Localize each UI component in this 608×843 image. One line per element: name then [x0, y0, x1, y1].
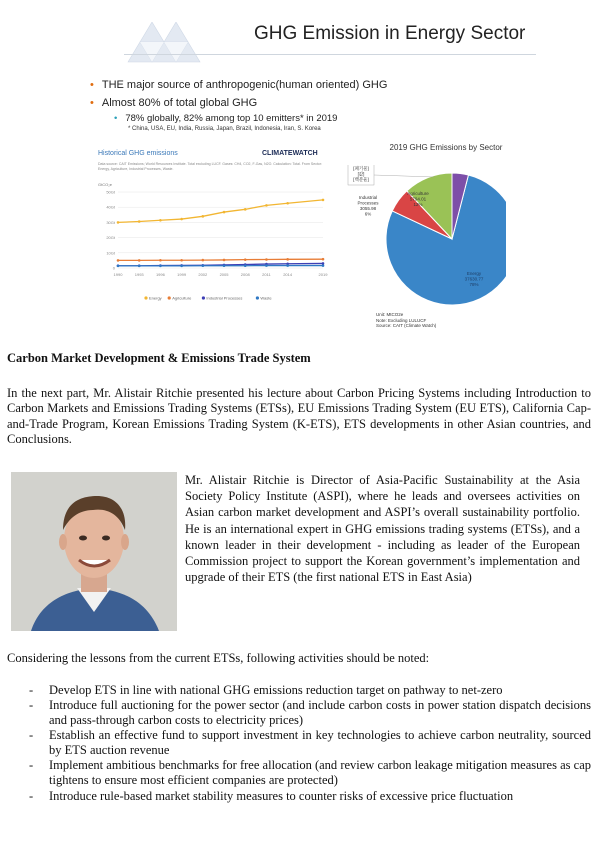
pie-label-energy: 78%: [469, 282, 479, 287]
pie-chart-title: 2019 GHG Emissions by Sector: [389, 143, 503, 152]
pie-chart-notes: [376, 312, 436, 329]
slide-footnote: * China, USA, EU, India, Russia, Japan, Brazil, Indonesia, Iran, S. Korea: [128, 126, 321, 132]
data-point: [180, 265, 183, 268]
pie-label-industrial: Processes: [357, 200, 379, 206]
data-point: [322, 258, 325, 261]
data-point: [159, 259, 162, 262]
data-point: [322, 264, 325, 267]
data-point: [265, 264, 268, 267]
data-point: [322, 199, 325, 202]
legend-marker: [256, 296, 259, 299]
pie-leader-line: [374, 175, 434, 177]
data-point: [138, 220, 141, 223]
historical-chart: [98, 150, 328, 310]
x-tick-label: 1993: [134, 272, 144, 277]
speaker-bio: Mr. Alistair Ritchie is Director of Asia-Pacific Sustainability at the Asia Society Policy Institute (ASPI), where he leads and oversees activities on Asian carbon market development and ASPI’s overall sustainability portfolio. He is an international expert in GHG emissions trading systems (ETSs), and a known leader in their development - including as leader of the European Commission project to support the Korean government’s implementation and upgrade of their ETS (the first national ETS in East Asia): [185, 473, 580, 585]
slide-title: GHG Emission in Energy Sector: [254, 23, 526, 44]
data-point: [286, 264, 289, 267]
slide-bullet: • Almost 80% of total global GHG: [90, 97, 258, 109]
series-line-energy: [118, 200, 323, 222]
lessons-intro: Considering the lessons from the current ETSs, following activities should be noted:: [7, 651, 430, 665]
x-tick-label: 1996: [155, 272, 165, 277]
pie-label-agriculture: 12%: [413, 202, 423, 207]
list-item: - Introduce full auctioning for the power sector (and include carbon costs in power station dispatch decisions and pass-through carbon costs to electricity prices): [29, 698, 591, 728]
data-point: [223, 211, 226, 214]
y-tick-label: 30Gt: [106, 219, 115, 225]
y-tick-label: 50Gt: [106, 189, 115, 195]
list-dash: -: [29, 698, 34, 713]
data-point: [159, 265, 162, 268]
historical-chart-subtitle: Data source: CAIT Emissions; World Resources Institute. Total excluding LUCF. Gases: CH4, CO2, F-Gas, N2O. Calculation: Total. From Sector: Energy, Agriculture, Industrial Processes, Waste.: [98, 162, 323, 171]
data-point: [138, 259, 141, 262]
list-item: - Establish an effective fund to support investment in key technologies to achieve carbon neutrality, sourced by ETS auction revenue: [29, 728, 591, 758]
pie-chart-svg: [346, 165, 506, 315]
data-point: [202, 215, 205, 218]
legend-label: Industrial Processes: [206, 295, 243, 301]
pie-label-agriculture: 5794.01: [409, 196, 427, 202]
series-line-agriculture: [118, 259, 323, 260]
intro-paragraph: In the next part, Mr. Alistair Ritchie presented his lecture about Carbon Pricing Systems including Introduction to Carbon Markets and Emissions Trading Systems (ETSs), EU Emissions Trading System (EU ETS), California Cap-and-Trade Program, Korean Emissions Trading System (K-ETS), ETS developments in other Asian countries, and Conclusions.: [7, 386, 591, 447]
data-point: [159, 219, 162, 222]
slide-sub-bullet: • 78% globally, 82% among top 10 emitters* in 2019: [114, 113, 338, 124]
section-heading: Carbon Market Development & Emissions Trade System: [7, 351, 311, 365]
data-point: [202, 264, 205, 267]
pie-label-industrial: Industrial: [358, 195, 378, 200]
x-tick-label: 1990: [113, 272, 123, 277]
data-point: [265, 258, 268, 261]
legend-label: Waste: [260, 295, 272, 301]
data-point: [286, 202, 289, 205]
pie-note: Source: CAIT (Climate Watch): [376, 323, 437, 328]
data-point: [202, 259, 205, 262]
x-tick-label: 2005: [219, 272, 229, 277]
pie-label-energy: 37630.77: [464, 276, 484, 282]
y-axis-unit: GtCO₂e: [98, 182, 112, 187]
x-tick-label: 2019: [318, 272, 328, 277]
data-point: [117, 221, 120, 224]
data-point: [244, 258, 247, 261]
legend-marker: [202, 296, 205, 299]
climatewatch-logo: CLIMATEWATCH: [262, 150, 318, 157]
line-chart-svg: [98, 180, 328, 310]
y-tick-label: 40Gt: [106, 204, 115, 210]
data-point: [244, 264, 247, 267]
y-tick-label: 0: [112, 265, 115, 271]
x-tick-label: 1999: [177, 272, 187, 277]
legend-label: Agriculture: [172, 295, 192, 301]
list-item: - Implement ambitious benchmarks for free allocation (and review carbon leakage mitigation measures as cap tightens to ensure most efficient companies are protected): [29, 758, 591, 788]
list-dash: -: [29, 728, 34, 743]
x-tick-label: 2008: [240, 272, 250, 277]
pie-note: Note: Excluding LULUCF: [376, 317, 427, 323]
data-point: [117, 265, 120, 268]
pie-label-waste: [폐기물]: [353, 166, 369, 171]
list-item: - Introduce rule-based market stability measures to counter risks of excessive price fluctuation: [29, 788, 514, 803]
data-point: [138, 265, 141, 268]
historical-chart-title: Historical GHG emissions: [98, 150, 178, 157]
list-dash: -: [29, 683, 34, 697]
pie-label-industrial: 3055.98: [359, 206, 377, 211]
pie-label-energy: Energy: [466, 271, 482, 276]
data-point: [223, 259, 226, 262]
slide-image: [78, 0, 542, 338]
y-tick-label: 10Gt: [106, 250, 115, 256]
y-tick-label: 20Gt: [106, 235, 115, 241]
pie-label-agriculture: Agriculture: [407, 191, 429, 196]
legend-marker: [144, 296, 147, 299]
data-point: [265, 204, 268, 207]
pie-label-waste: [값]: [357, 171, 365, 177]
x-tick-label: 2011: [262, 272, 271, 277]
slide-bullet: • THE major source of anthropogenic(human oriented) GHG: [90, 79, 388, 91]
list-dash: -: [29, 758, 34, 773]
data-point: [180, 259, 183, 262]
data-point: [244, 208, 247, 211]
x-tick-label: 2002: [198, 272, 208, 277]
data-point: [286, 258, 289, 261]
pie-note: Unit: MtCO2e: [376, 312, 404, 317]
data-point: [117, 259, 120, 262]
data-point: [223, 264, 226, 267]
list-item: - Develop ETS in line with national GHG emissions reduction target on pathway to net-zero: [29, 683, 503, 697]
lessons-list: [7, 683, 591, 804]
data-point: [180, 218, 183, 221]
legend-label: Energy: [149, 295, 162, 301]
logo-triangles-icon: [118, 22, 238, 64]
list-dash: -: [29, 788, 34, 803]
title-divider: [124, 54, 536, 55]
legend-marker: [168, 296, 171, 299]
pie-label-industrial: 6%: [364, 211, 372, 217]
pie-label-waste: [백분율]: [353, 177, 369, 182]
x-tick-label: 2014: [283, 272, 293, 277]
speaker-photo: [11, 472, 177, 631]
